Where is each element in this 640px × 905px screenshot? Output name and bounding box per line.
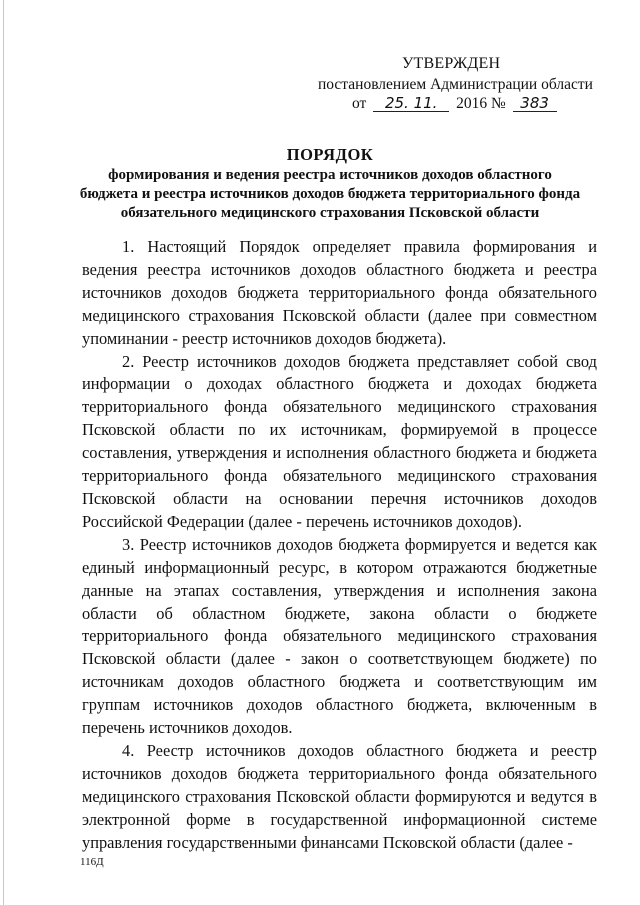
footer-code: 116Д	[80, 856, 104, 868]
approval-authority: постановлением Администрации области	[318, 76, 593, 93]
approval-title: УТВЕРЖДЕН	[402, 55, 501, 72]
document-title: ПОРЯДОК	[286, 145, 374, 164]
handwritten-number: 383	[513, 95, 557, 112]
handwritten-date: 25. 11.	[373, 95, 449, 112]
paragraph-2: 2. Реестр источников доходов бюджета представляет собой свод информации о доходах областного бюджета и доходах бюджета территориального фонда обязательного медицинского страхования Псковской области по их источникам, формируемой в процессе составления, утверждения и исполнения областного бюджета и бюджета территориального фонда обязательного медицинского страхования Псковской области на основании перечня источников доходов Российской Федерации (далее - перечень источников доходов).	[82, 351, 597, 531]
year-label: 2016 №	[456, 95, 506, 112]
paragraph-4: 4. Реестр источников доходов областного бюджета и реестр источников доходов бюджета территориального фонда обязательного медицинского страхования Псковской области формируются и ведутся в электронной форме в государственной информационной системе управления государственными финансами Псковской области (далее -	[82, 740, 597, 852]
paragraph-3: 3. Реестр источников доходов бюджета формируется и ведется как единый информационный ресурс, в котором отражаются бюджетные данные на этапах составления, утверждения и исполнения закона области об областном бюджете, закона области о бюджете территориального фонда обязательного медицинского страхования Псковской области (далее - закон о соответствующем бюджете) по источникам доходов областного бюджета и соответствующим им группам источников доходов областного бюджета, включенным в перечень источников доходов.	[82, 534, 597, 738]
approval-date-line	[352, 94, 557, 113]
document-subtitle-line-1: формирования и ведения реестра источников доходов областного	[108, 167, 552, 183]
from-label: от	[352, 95, 367, 112]
document-subtitle-line-3: обязательного медицинского страхования Псковской области	[120, 205, 540, 221]
document-subtitle-line-2: бюджета и реестра источников доходов бюджета территориального фонда	[79, 186, 581, 202]
scan-edge	[3, 0, 4, 905]
document-body	[82, 236, 597, 854]
document-heading	[60, 145, 600, 222]
paragraph-1: 1. Настоящий Порядок определяет правила формирования и ведения реестра источников доходов областного бюджета и реестра источников доходов бюджета территориального фонда обязательного медицинского страхования Псковской области (далее при совместном упоминании - реестр источников доходов бюджета).	[82, 237, 597, 348]
